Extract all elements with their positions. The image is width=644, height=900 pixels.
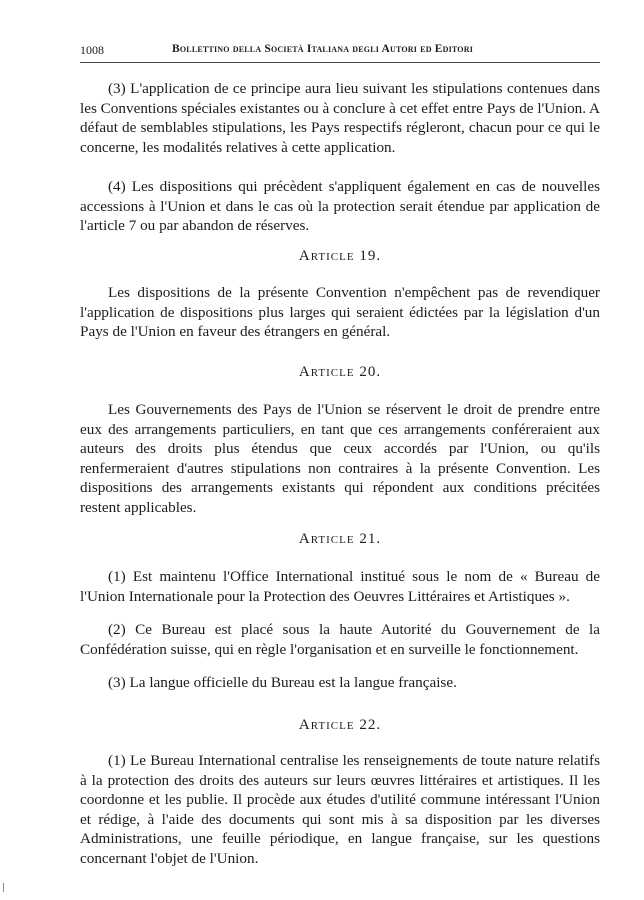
- header-rule: [80, 62, 600, 63]
- heading-article-19: Article 19.: [298, 248, 382, 264]
- paragraph-art19: Les dispositions de la présente Convention n'empêchent pas de revendiquer l'application de dispositions plus larges qui seraient édictées par la législation d'un Pays de l'Union en faveur des étrangers en général.: [80, 284, 600, 340]
- heading-article-20: Article 20.: [298, 364, 382, 380]
- paragraph-art22-1: (1) Le Bureau International centralise les renseignements de toute nature relatifs à la protection des droits des auteurs sur leurs œuvres littéraires et artistiques. Il les coordonne et les publie. Il procède aux études d'utilité commune intéressant l'Union et rédige, à l'aide des documents qui sont mis à sa disposition par les diverses Administrations, une feuille périodique, en langue française, sur les questions concernant l'objet de l'Union.: [80, 752, 600, 867]
- paragraph-art21-3: (3) La langue officielle du Bureau est la langue française.: [108, 674, 457, 691]
- scan-edge-mark: [3, 883, 7, 892]
- paragraph-art18-4: (4) Les dispositions qui précèdent s'appliquent également en cas de nouvelles accessions à l'Union et dans le cas où la protection serait étendue par application de l'article 7 ou par abandon de réserves.: [80, 178, 600, 234]
- journal-title: Bollettino della Società Italiana degli Autori ed Editori: [172, 43, 474, 55]
- paragraph-art20: Les Gouvernements des Pays de l'Union se réservent le droit de prendre entre eux des arrangements particuliers, en tant que ces arrangements conféreraient aux auteurs des droits plus étendus que ceux accordés par l'Union, ou qu'ils renfermeraient d'autres stipulations non contraires à la présente Convention. Les dispositions des arrangements existants qui répondent aux conditions précitées restent applicables.: [80, 401, 600, 516]
- page-number: 1008: [80, 43, 104, 57]
- heading-article-22: Article 22.: [298, 717, 382, 733]
- running-header: [80, 43, 600, 59]
- heading-article-21: Article 21.: [298, 531, 382, 547]
- paragraph-art21-2: (2) Ce Bureau est placé sous la haute Autorité du Gouvernement de la Confédération suisse, qui en règle l'organisation et en surveille le fonctionnement.: [80, 621, 600, 658]
- paragraph-art21-1: (1) Est maintenu l'Office International institué sous le nom de « Bureau de l'Union Internationale pour la Protection des Oeuvres Littéraires et Artistiques ».: [80, 568, 600, 605]
- paragraph-art18-3: (3) L'application de ce principe aura lieu suivant les stipulations contenues dans les Conventions spéciales existantes ou à conclure à cet effet entre Pays de l'Union. A défaut de semblables stipulations, les Pays respectifs régleront, chacun pour ce qui le concerne, les modalités relatives à cette application.: [80, 80, 600, 156]
